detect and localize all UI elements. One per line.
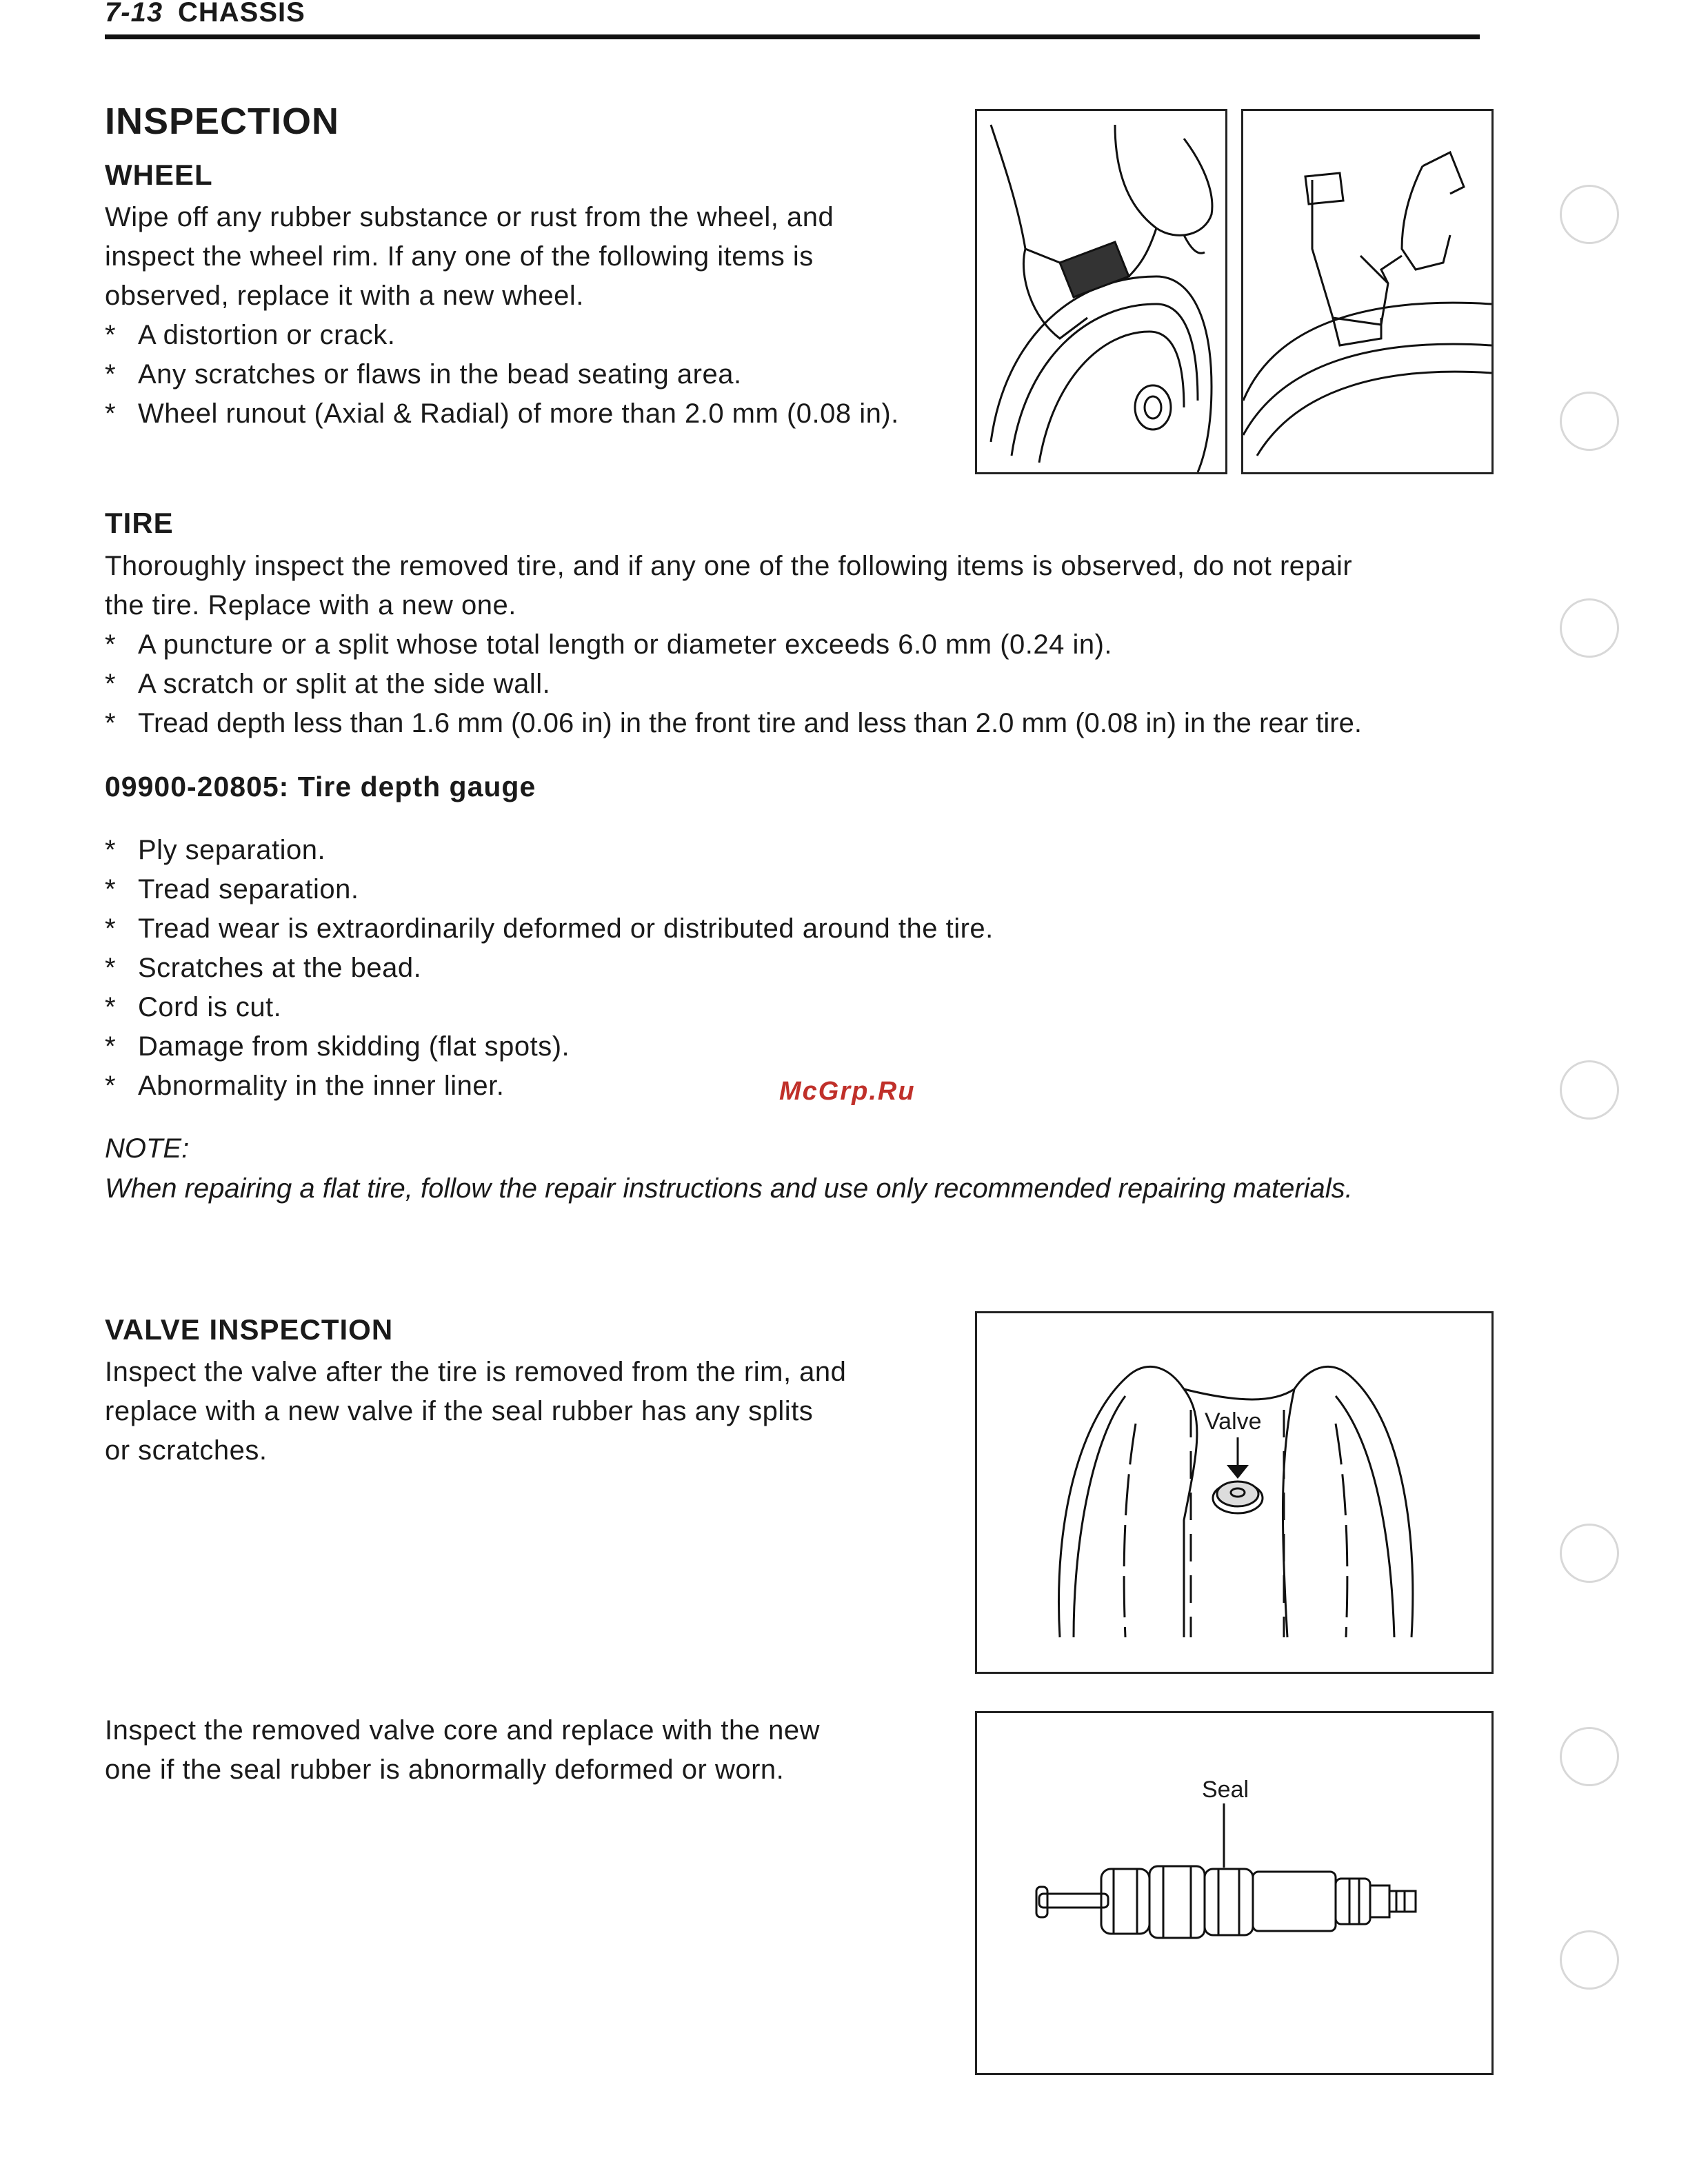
list-item-text: Abnormality in the inner liner.: [138, 1071, 505, 1101]
tire-paragraph-line: the tire. Replace with a new one.: [105, 590, 516, 620]
list-item-text: Ply separation.: [138, 835, 326, 865]
note-text: When repairing a flat tire, follow the repair instructions and use only recommended repairing materials.: [105, 1173, 1353, 1204]
wheel-cleaning-figure-1: [975, 109, 1227, 474]
bullet: *: [105, 992, 117, 1022]
bullet: *: [105, 913, 117, 944]
seal-label: Seal: [1199, 1777, 1252, 1803]
binder-hole-4: [1560, 1060, 1619, 1120]
list-item-text: Tread depth less than 1.6 mm (0.06 in) in the front tire and less than 2.0 mm (0.08 in) in the rear tire.: [138, 708, 1362, 738]
list-item: [105, 704, 1511, 743]
valve-paragraph-line: replace with a new valve if the seal rubber has any splits: [105, 1396, 814, 1426]
wheel-title: WHEEL: [105, 159, 213, 191]
binder-hole-2: [1560, 392, 1619, 451]
tire-paragraph-line: Thoroughly inspect the removed tire, and if any one of the following items is observed, do not repair: [105, 551, 1353, 581]
list-item: [105, 870, 1415, 909]
list-item: [105, 394, 932, 434]
list-item-text: A puncture or a split whose total length or diameter exceeds 6.0 mm (0.24 in).: [138, 629, 1113, 660]
list-item: [105, 909, 1415, 949]
list-item-text: Any scratches or flaws in the bead seating area.: [138, 359, 742, 390]
wheel-paragraph-line: Wipe off any rubber substance or rust from the wheel, and: [105, 202, 834, 232]
list-item: [105, 1027, 1415, 1066]
valve-paragraph-line: Inspect the valve after the tire is removed from the rim, and: [105, 1357, 847, 1387]
wheel-paragraph: [105, 198, 946, 316]
bullet: *: [105, 398, 117, 429]
list-item-text: Damage from skidding (flat spots).: [138, 1031, 570, 1062]
valve-paragraph-line: or scratches.: [105, 1435, 268, 1466]
binder-hole-5: [1560, 1524, 1619, 1583]
valve-rim-figure: [975, 1311, 1494, 1674]
list-item-text: A scratch or split at the side wall.: [138, 669, 551, 699]
tire-items-a: [105, 625, 1511, 743]
list-item: [105, 625, 1511, 665]
binder-hole-7: [1560, 1930, 1619, 1990]
tire-paragraph: [105, 547, 1498, 625]
page-header: [105, 0, 1480, 39]
bullet: *: [105, 953, 117, 983]
list-item-text: Scratches at the bead.: [138, 953, 422, 983]
binder-hole-6: [1560, 1727, 1619, 1786]
note-label: NOTE:: [105, 1133, 190, 1164]
bullet: *: [105, 708, 117, 738]
valve-core-illustration: [977, 1713, 1491, 2073]
watermark: McGrp.Ru: [779, 1077, 916, 1106]
binder-hole-1: [1560, 185, 1619, 244]
inspection-title: INSPECTION: [105, 101, 340, 142]
binder-hole-3: [1560, 598, 1619, 658]
valve-inspection-title: VALVE INSPECTION: [105, 1313, 394, 1346]
list-item: [105, 1066, 1415, 1106]
list-item-text: Tread separation.: [138, 874, 359, 904]
list-item-text: Wheel runout (Axial & Radial) of more than 2.0 mm (0.08 in).: [138, 398, 899, 429]
wheel-rim-illustration: [977, 111, 1225, 472]
bullet: *: [105, 320, 117, 350]
bullet: *: [105, 1031, 117, 1062]
list-item-text: A distortion or crack.: [138, 320, 396, 350]
list-item: [105, 831, 1415, 870]
bullet: *: [105, 359, 117, 390]
tool-reference: 09900-20805: Tire depth gauge: [105, 771, 536, 802]
valve-paragraph: [105, 1353, 953, 1470]
list-item: [105, 316, 932, 355]
wheel-items: [105, 316, 932, 434]
valve-label: Valve: [1202, 1408, 1265, 1435]
valve-core-paragraph-line: Inspect the removed valve core and replace with the new: [105, 1715, 820, 1746]
valve-core-paragraph: [105, 1711, 953, 1790]
bullet: *: [105, 629, 117, 660]
bullet: *: [105, 669, 117, 699]
bullet: *: [105, 1071, 117, 1101]
section-title: CHASSIS: [178, 0, 305, 28]
bullet: *: [105, 835, 117, 865]
bullet: *: [105, 874, 117, 904]
list-item: [105, 988, 1415, 1027]
rim-with-valve-illustration: [977, 1313, 1491, 1672]
wheel-cleaning-figure-2: [1241, 109, 1494, 474]
tire-title: TIRE: [105, 507, 174, 539]
valve-core-figure: [975, 1711, 1494, 2075]
wheel-paragraph-line: observed, replace it with a new wheel.: [105, 281, 584, 311]
tire-items-b: [105, 831, 1415, 1106]
list-item-text: Cord is cut.: [138, 992, 282, 1022]
page-number: 7-13: [105, 0, 163, 28]
list-item: [105, 665, 1511, 704]
wheel-paragraph-line: inspect the wheel rim. If any one of the following items is: [105, 241, 814, 272]
list-item-text: Tread wear is extraordinarily deformed or distributed around the tire.: [138, 913, 994, 944]
list-item: [105, 949, 1415, 988]
tire-inspection-illustration: [1243, 111, 1491, 472]
list-item: [105, 355, 932, 394]
valve-core-paragraph-line: one if the seal rubber is abnormally deformed or worn.: [105, 1755, 785, 1785]
